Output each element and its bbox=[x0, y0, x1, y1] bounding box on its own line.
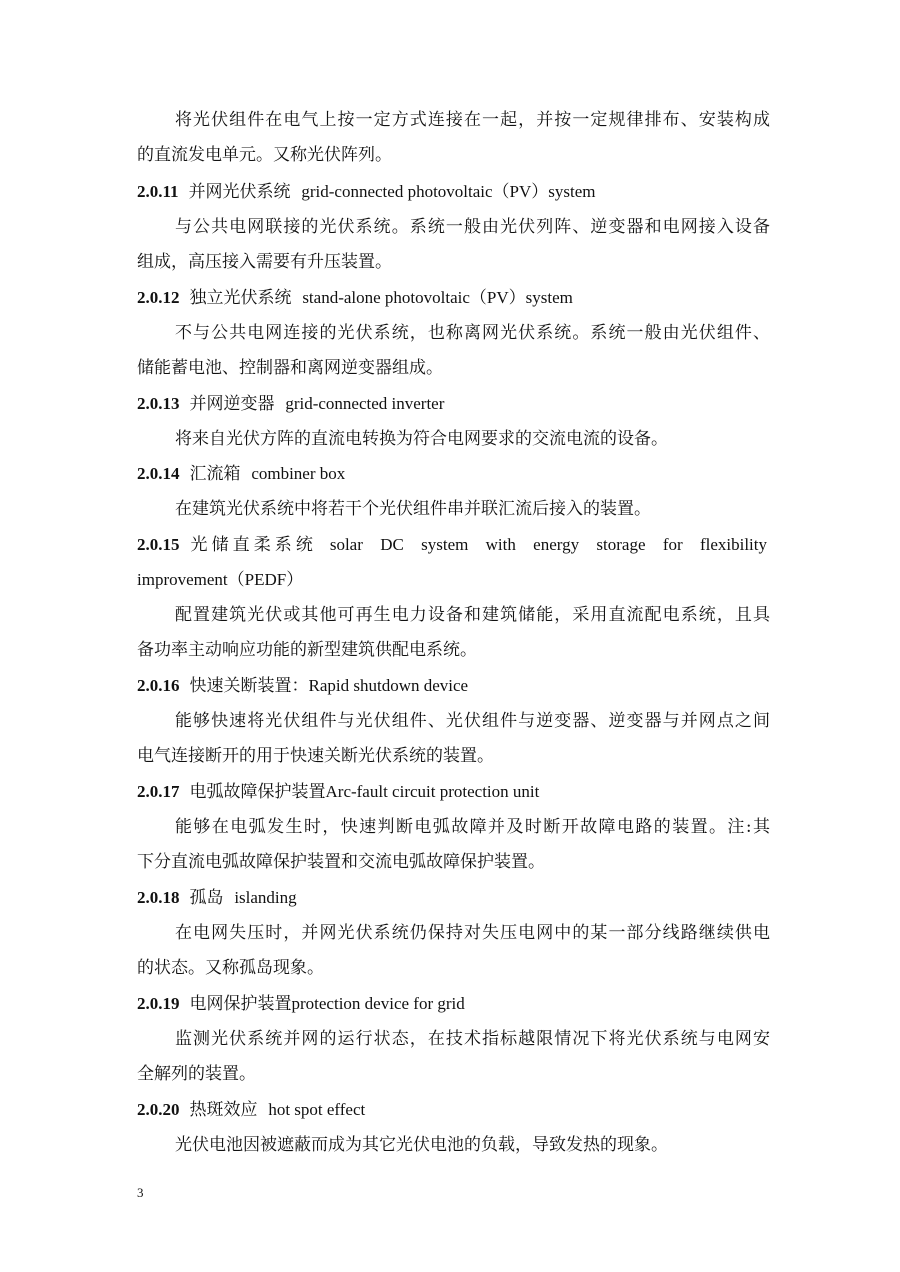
term-en: grid-connected photovoltaic（PV）system bbox=[301, 182, 596, 201]
term-en: islanding bbox=[234, 888, 297, 907]
term-zh: 热斑效应 bbox=[189, 1100, 258, 1120]
definition-line: 能够快速将光伏组件与光伏组件、光伏组件与逆变器、逆变器与并网点之间 bbox=[175, 711, 770, 731]
term-heading bbox=[137, 992, 777, 1016]
definition-line: 与公共电网联接的光伏系统。系统一般由光伏列阵、逆变器和电网接入设备 bbox=[175, 217, 770, 237]
term-en: stand-alone photovoltaic（PV）system bbox=[302, 288, 573, 307]
term-zh: 电弧故障保护装置 bbox=[189, 782, 326, 802]
definition-line: 光伏电池因被遮蔽而成为其它光伏电池的负载，导致发热的现象。 bbox=[175, 1135, 668, 1155]
definition-line: 不与公共电网连接的光伏系统，也称离网光伏系统。系统一般由光伏组件、 bbox=[175, 323, 770, 343]
term-zh: 汇流箱 bbox=[189, 464, 241, 484]
term-number: 2.0.15 bbox=[137, 535, 180, 554]
definition-line: 监测光伏系统并网的运行状态，在技术指标越限情况下将光伏系统与电网安 bbox=[175, 1029, 770, 1049]
term-heading bbox=[137, 392, 777, 416]
paragraph-line: 的直流发电单元。又称光伏阵列。 bbox=[137, 145, 392, 165]
term-heading bbox=[137, 180, 777, 204]
term-en: combiner box bbox=[251, 464, 346, 483]
term-en-continued: improvement（PEDF） bbox=[137, 570, 304, 589]
term-heading bbox=[137, 462, 777, 486]
term-en: protection device for grid bbox=[291, 994, 465, 1013]
definition-line: 配置建筑光伏或其他可再生电力设备和建筑储能，采用直流配电系统，且具 bbox=[175, 605, 770, 625]
term-en: hot spot effect bbox=[268, 1100, 366, 1119]
definition-line: 在建筑光伏系统中将若干个光伏组件串并联汇流后接入的装置。 bbox=[175, 499, 651, 519]
term-number: 2.0.11 bbox=[137, 182, 179, 201]
definition-line: 在电网失压时，并网光伏系统仍保持对失压电网中的某一部分线路继续供电 bbox=[175, 923, 770, 943]
definition-line: 电气连接断开的用于快速关断光伏系统的装置。 bbox=[137, 746, 494, 766]
term-zh: 并网逆变器 bbox=[189, 394, 275, 414]
definition-line: 备功率主动响应功能的新型建筑供配电系统。 bbox=[137, 640, 477, 660]
term-heading bbox=[137, 1098, 777, 1122]
definition-line: 的状态。又称孤岛现象。 bbox=[137, 958, 324, 978]
term-number: 2.0.12 bbox=[137, 288, 180, 307]
term-zh: 光储直柔系统 bbox=[189, 535, 317, 555]
definition-line: 能够在电弧发生时，快速判断电弧故障并及时断开故障电路的装置。注:其 bbox=[175, 817, 770, 837]
term-en: Rapid shutdown device bbox=[308, 676, 469, 695]
term-zh: 孤岛 bbox=[189, 888, 224, 908]
term-heading bbox=[137, 533, 767, 557]
page-number: 3 bbox=[137, 1185, 144, 1200]
term-number: 2.0.17 bbox=[137, 782, 180, 801]
term-zh: 电网保护装置 bbox=[189, 994, 292, 1014]
term-number: 2.0.13 bbox=[137, 394, 180, 413]
term-en: solar DC system with energy storage for flexibility bbox=[329, 535, 768, 554]
term-heading bbox=[137, 674, 777, 698]
definition-line: 将来自光伏方阵的直流电转换为符合电网要求的交流电流的设备。 bbox=[175, 429, 668, 449]
term-number: 2.0.14 bbox=[137, 464, 180, 483]
term-number: 2.0.16 bbox=[137, 676, 180, 695]
term-number: 2.0.19 bbox=[137, 994, 180, 1013]
definition-line: 组成，高压接入需要有升压装置。 bbox=[137, 252, 392, 272]
paragraph-line: 将光伏组件在电气上按一定方式连接在一起，并按一定规律排布、安装构成 bbox=[175, 110, 770, 130]
term-en: Arc-fault circuit protection unit bbox=[325, 782, 540, 801]
term-heading bbox=[137, 886, 777, 910]
definition-line: 储能蓄电池、控制器和离网逆变器组成。 bbox=[137, 358, 443, 378]
term-number: 2.0.20 bbox=[137, 1100, 180, 1119]
term-number: 2.0.18 bbox=[137, 888, 180, 907]
term-zh: 并网光伏系统 bbox=[188, 182, 291, 202]
term-heading bbox=[137, 780, 777, 804]
definition-line: 下分直流电弧故障保护装置和交流电弧故障保护装置。 bbox=[137, 852, 545, 872]
term-zh: 独立光伏系统 bbox=[189, 288, 292, 308]
term-zh: 快速关断装置： bbox=[189, 676, 309, 696]
definition-line: 全解列的装置。 bbox=[137, 1064, 256, 1084]
term-heading bbox=[137, 286, 777, 310]
term-en: grid-connected inverter bbox=[285, 394, 445, 413]
